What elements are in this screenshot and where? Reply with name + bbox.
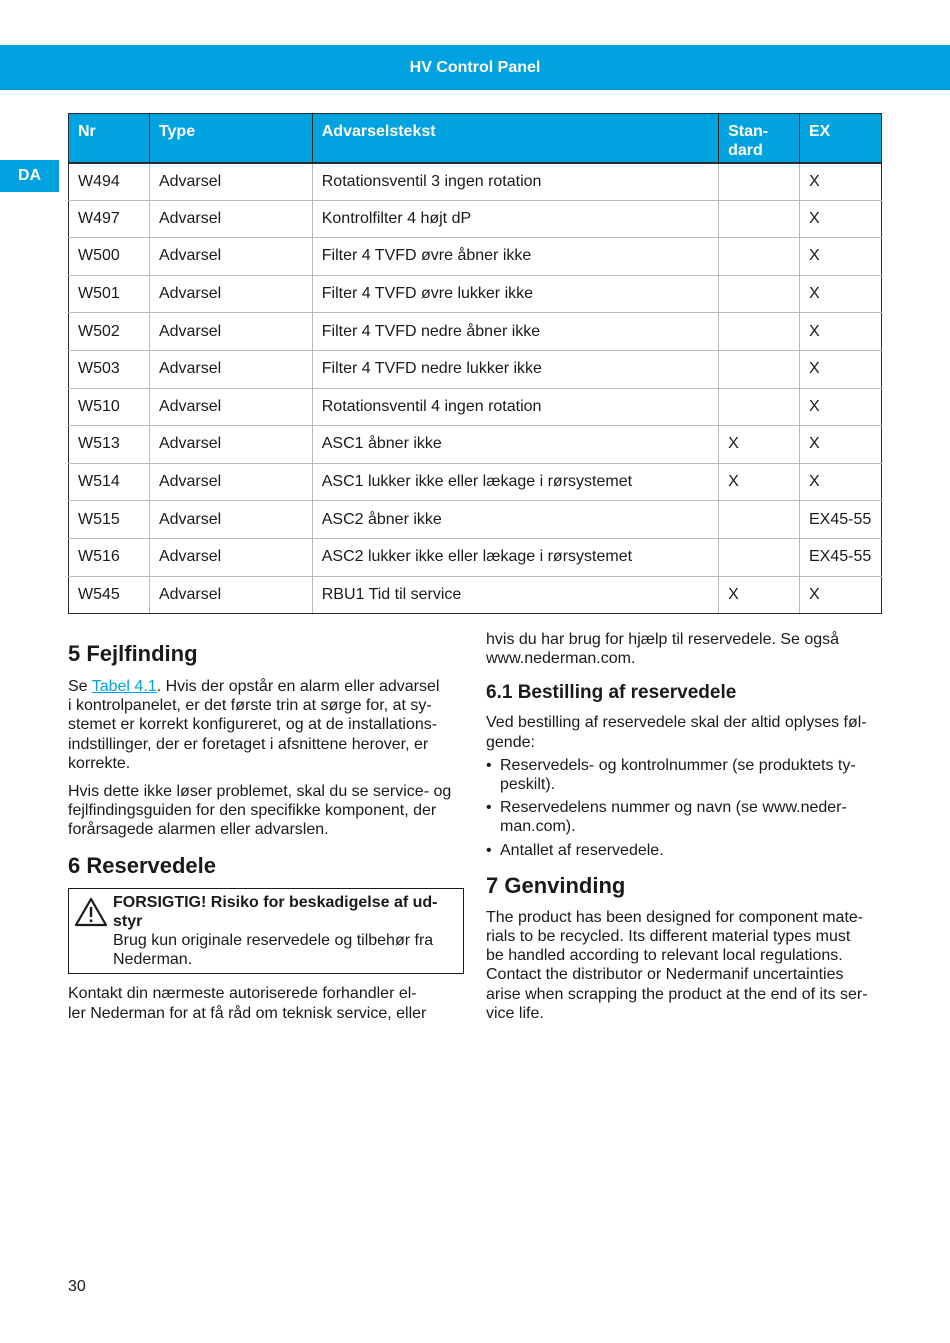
text-line: man.com). xyxy=(500,818,576,836)
text-line: Reservedels- og kontrolnummer (se produktets ty- xyxy=(500,756,856,774)
section-5-paragraph-1 xyxy=(68,677,464,773)
cell-nr: W514 xyxy=(69,463,150,501)
cell-type: Advarsel xyxy=(149,501,312,539)
warnings-table xyxy=(68,113,882,614)
cell-nr: W494 xyxy=(69,163,150,201)
header-bar xyxy=(0,45,950,90)
text-line: rials to be recycled. Its different material types must xyxy=(486,928,851,946)
cell-ex: X xyxy=(800,463,882,501)
cell-nr: W515 xyxy=(69,501,150,539)
table-header-row xyxy=(69,114,882,163)
list-item: • Reservedels- og kontrolnummer (se produktets ty- peskilt). xyxy=(486,756,856,794)
cell-warning-text: Filter 4 TVFD øvre lukker ikke xyxy=(312,275,718,313)
cell-standard xyxy=(719,501,800,539)
section-6-1-title: 6.1 Bestilling af reservedele xyxy=(486,682,737,704)
header-ex: EX xyxy=(800,114,882,163)
cell-ex: X xyxy=(800,163,882,201)
section-7-paragraph xyxy=(486,908,886,1023)
list-item: • Reservedelens nummer og navn (se www.neder- man.com). xyxy=(486,799,847,836)
section-7-title: 7 Genvinding xyxy=(486,872,626,898)
warning-triangle-icon xyxy=(74,897,108,927)
cell-type: Advarsel xyxy=(149,463,312,501)
cell-standard xyxy=(719,275,800,313)
cell-nr: W502 xyxy=(69,313,150,351)
header-standard-line-1: Stan- xyxy=(728,123,769,140)
cell-ex: X xyxy=(800,426,882,464)
section-6-title: 6 Reservedele xyxy=(68,852,216,878)
cell-standard: X xyxy=(719,426,800,464)
cell-warning-text: Filter 4 TVFD nedre lukker ikke xyxy=(312,350,718,388)
cell-warning-text: ASC1 lukker ikke eller lækage i rørsystemet xyxy=(312,463,718,501)
section-6-continuation xyxy=(486,630,886,668)
cell-ex: X xyxy=(800,576,882,614)
cell-warning-text: Filter 4 TVFD øvre åbner ikke xyxy=(312,238,718,276)
cell-type: Advarsel xyxy=(149,426,312,464)
cell-standard xyxy=(719,350,800,388)
cell-ex: X xyxy=(800,238,882,276)
text-line: Antallet af reservedele. xyxy=(500,841,664,859)
cell-standard xyxy=(719,200,800,238)
table-row xyxy=(69,200,882,238)
text-line: Contact the distributor or Nedermanif uncertainties xyxy=(486,966,844,984)
table-row xyxy=(69,538,882,576)
cell-standard xyxy=(719,238,800,276)
cell-nr: W545 xyxy=(69,576,150,614)
text-line: Brug kun originale reservedele og tilbehør fra xyxy=(113,932,434,950)
cell-ex: EX45-55 xyxy=(800,538,882,576)
page-number: 30 xyxy=(68,1278,86,1295)
table-row xyxy=(69,350,882,388)
text-line: arise when scrapping the product at the end of its ser- xyxy=(486,985,868,1003)
caution-box xyxy=(68,888,464,975)
text-line: FORSIGTIG! Risiko for beskadigelse af ud- xyxy=(113,893,438,911)
text-line: Nederman. xyxy=(113,951,193,969)
cell-ex: X xyxy=(800,313,882,351)
text-line: www.nederman.com. xyxy=(486,650,636,668)
header-standard xyxy=(719,114,800,163)
text-line: Ved bestilling af reservedele skal der altid oplyses føl- xyxy=(486,714,867,732)
table-row xyxy=(69,238,882,276)
cell-warning-text: Filter 4 TVFD nedre åbner ikke xyxy=(312,313,718,351)
left-column xyxy=(68,640,464,1023)
section-6-paragraph xyxy=(68,984,464,1022)
cell-type: Advarsel xyxy=(149,200,312,238)
list-item: • Antallet af reservedele. xyxy=(486,841,664,859)
cell-warning-text: Kontrolfilter 4 højt dP xyxy=(312,200,718,238)
text-line: . Hvis der opstår en alarm eller advarsel xyxy=(156,678,440,695)
cell-type: Advarsel xyxy=(149,576,312,614)
table-row xyxy=(69,388,882,426)
text-line: korrekte. xyxy=(68,754,131,772)
table-row xyxy=(69,501,882,539)
cell-standard xyxy=(719,538,800,576)
cell-nr: W516 xyxy=(69,538,150,576)
right-column xyxy=(486,630,886,1023)
cell-type: Advarsel xyxy=(149,538,312,576)
section-5-paragraph-2 xyxy=(68,782,464,840)
header-warning-text: Advarselstekst xyxy=(312,114,718,163)
cell-standard: X xyxy=(719,576,800,614)
cell-standard xyxy=(719,388,800,426)
cell-nr: W500 xyxy=(69,238,150,276)
table-row xyxy=(69,576,882,614)
cell-warning-text: ASC1 åbner ikke xyxy=(312,426,718,464)
table-row xyxy=(69,313,882,351)
text-line: gende: xyxy=(486,733,535,751)
text-line: be handled according to relevant local regulations. xyxy=(486,947,843,965)
spare-parts-list xyxy=(486,756,886,860)
cell-ex: EX45-55 xyxy=(800,501,882,539)
caution-body xyxy=(113,931,455,969)
text-line: Kontakt din nærmeste autoriserede forhandler el- xyxy=(68,985,417,1003)
cell-nr: W501 xyxy=(69,275,150,313)
cell-standard xyxy=(719,313,800,351)
language-tab xyxy=(0,160,59,192)
text-line: indstillinger, der er foretaget i afsnittene herover, er xyxy=(68,735,429,753)
text-line: ler Nederman for at få råd om teknisk service, eller xyxy=(68,1004,427,1022)
cell-type: Advarsel xyxy=(149,238,312,276)
caution-title xyxy=(113,893,455,931)
cell-warning-text: Rotationsventil 4 ingen rotation xyxy=(312,388,718,426)
text-line: vice life. xyxy=(486,1004,544,1022)
text-line: styr xyxy=(113,912,143,930)
header-type: Type xyxy=(149,114,312,163)
cell-type: Advarsel xyxy=(149,350,312,388)
table-4-1-link[interactable]: Tabel 4.1 xyxy=(91,678,157,695)
header-standard-line-2: dard xyxy=(728,142,763,159)
cell-warning-text: ASC2 åbner ikke xyxy=(312,501,718,539)
text-line: The product has been designed for component mate- xyxy=(486,908,864,926)
text-line: peskilt). xyxy=(500,776,556,794)
cell-type: Advarsel xyxy=(149,275,312,313)
cell-ex: X xyxy=(800,200,882,238)
text-line: fejlfindingsguiden for den specifikke komponent, der xyxy=(68,802,437,820)
text-line: i kontrolpanelet, er det første trin at sørge for, at sy- xyxy=(68,697,432,715)
cell-ex: X xyxy=(800,350,882,388)
text-fragment: Se xyxy=(68,678,92,695)
text-line: Reservedelens nummer og navn (se www.neder- xyxy=(500,799,847,817)
cell-standard: X xyxy=(719,463,800,501)
table-row xyxy=(69,275,882,313)
text-line: hvis du har brug for hjælp til reservedele. Se også xyxy=(486,631,840,648)
table-row xyxy=(69,463,882,501)
cell-warning-text: ASC2 lukker ikke eller lækage i rørsystemet xyxy=(312,538,718,576)
text-line: stemet er korrekt konfigureret, og at de installations- xyxy=(68,716,438,734)
cell-type: Advarsel xyxy=(149,388,312,426)
section-5-title: 5 Fejlfinding xyxy=(68,641,198,666)
header-title: HV Control Panel xyxy=(409,59,541,76)
language-tab-label: DA xyxy=(17,167,42,184)
cell-ex: X xyxy=(800,275,882,313)
cell-ex: X xyxy=(800,388,882,426)
cell-nr: W503 xyxy=(69,350,150,388)
cell-type: Advarsel xyxy=(149,313,312,351)
text-line: forårsagede alarmen eller advarslen. xyxy=(68,821,329,839)
table-row xyxy=(69,426,882,464)
cell-nr: W513 xyxy=(69,426,150,464)
table-row xyxy=(69,163,882,201)
cell-nr: W497 xyxy=(69,200,150,238)
cell-standard xyxy=(719,163,800,201)
text-line: Hvis dette ikke løser problemet, skal du se service- og xyxy=(68,783,452,801)
header-nr: Nr xyxy=(69,114,150,163)
cell-nr: W510 xyxy=(69,388,150,426)
cell-warning-text: RBU1 Tid til service xyxy=(312,576,718,614)
cell-warning-text: Rotationsventil 3 ingen rotation xyxy=(312,163,718,201)
cell-type: Advarsel xyxy=(149,163,312,201)
section-6-1-paragraph xyxy=(486,713,886,751)
